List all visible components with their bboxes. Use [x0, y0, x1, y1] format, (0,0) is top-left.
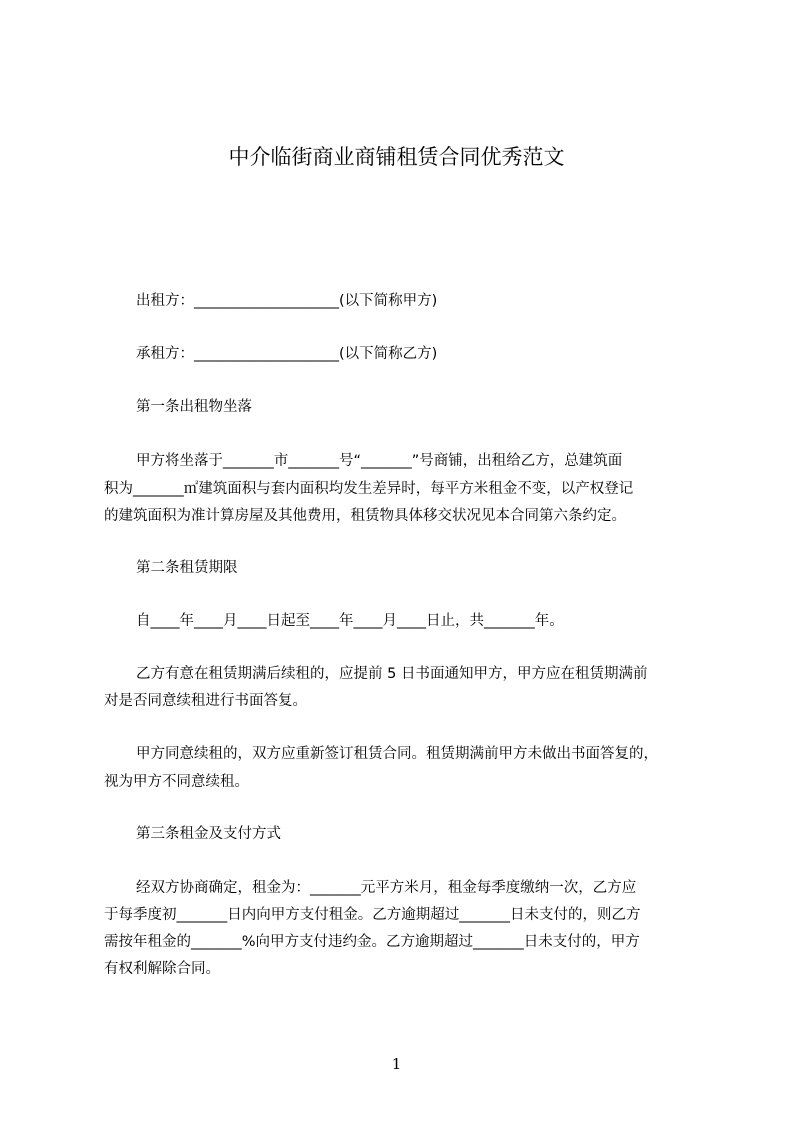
lessor-line: 出租方：____________________(以下简称甲方): [136, 293, 438, 309]
renewal-notice-line-1: 乙方有意在租赁期满后续租的，应提前 5 日书面通知甲方，甲方应在租赁期满前: [136, 666, 648, 682]
document-title: 中介临街商业商铺租赁合同优秀范文: [228, 145, 565, 169]
lessee-line: 承租方：____________________(以下简称乙方): [136, 346, 438, 362]
lease-period-line: 自____年____月____日起至____年____月____日止，共_______年。: [136, 613, 564, 629]
rent-line-1: 经双方协商确定，租金为：_______元平方米月，租金每季度缴纳一次，乙方应: [136, 880, 637, 896]
renewal-notice-line-2: 对是否同意续租进行书面答复。: [104, 693, 307, 709]
article3-heading: 第三条租金及支付方式: [136, 826, 281, 842]
rent-line-3: 需按年租金的_______%向甲方支付违约金。乙方逾期超过_______日未支付的，甲方: [104, 934, 640, 950]
rent-line-4: 有权利解除合同。: [104, 961, 220, 977]
article2-heading: 第二条租赁期限: [136, 560, 238, 576]
renewal-agree-line-1: 甲方同意续租的，双方应重新签订租赁合同。租赁期满前甲方未做出书面答复的，: [136, 746, 658, 762]
article1-heading: 第一条出租物坐落: [136, 399, 252, 415]
renewal-agree-line-2: 视为甲方不同意续租。: [104, 774, 249, 790]
page-number: 1: [391, 1055, 402, 1073]
rent-line-2: 于每季度初_______日内向甲方支付租金。乙方逾期超过_______日未支付的，则乙方: [104, 907, 641, 923]
article1-line-2: 积为_______㎡建筑面积与套内面积均发生差异时，每平方米租金不变，以产权登记: [104, 481, 634, 497]
article1-line-1: 甲方将坐落于_______市_______号“_______”号商铺，出租给乙方，总建筑面: [136, 453, 623, 469]
article1-line-3: 的建筑面积为准计算房屋及其他费用，租赁物具体移交状况见本合同第六条约定。: [104, 508, 626, 524]
